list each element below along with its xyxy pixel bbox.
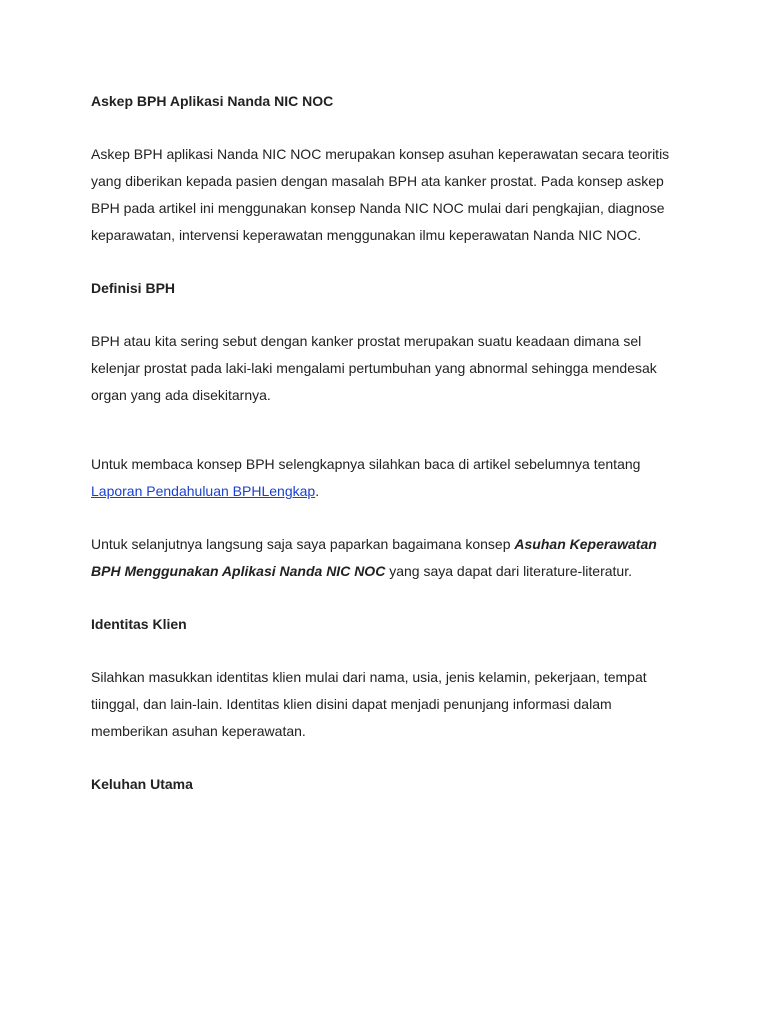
document-title: Askep BPH Aplikasi Nanda NIC NOC (91, 93, 334, 109)
read-more-end: . (315, 483, 320, 499)
identitas-paragraph: Silahkan masukkan identitas klien mulai dari nama, usia, jenis kelamin, pekerjaan, tempat tiinggal, dan lain-lain. Identitas klien disini dapat menjadi penunjang informasi dalam memberikan asuhan keperawatan. (91, 669, 647, 739)
read-more-paragraph (91, 451, 681, 505)
intro-paragraph: Askep BPH aplikasi Nanda NIC NOC merupakan konsep asuhan keperawatan secara teoritis yang diberikan kepada pasien dengan masalah BPH ata kanker prostat. Pada konsep askep BPH pada artikel ini menggunakan konsep Nanda NIC NOC mulai dari pengkajian, diagnose keparawatan, intervensi keperawatan menggunakan ilmu keperawatan Nanda NIC NOC. (91, 146, 670, 243)
next-part-paragraph (91, 531, 681, 585)
emphasis-text: Asuhan Keperawatan BPH Menggunakan Aplikasi Nanda NIC NOC (91, 536, 657, 579)
identitas-heading: Identitas Klien (91, 616, 187, 632)
definisi-paragraph: BPH atau kita sering sebut dengan kanker prostat merupakan suatu keadaan dimana sel kelenjar prostat pada laki-laki mengalami pertumbuhan yang abnormal sehingga mendesak organ yang ada disekitarnya. (91, 333, 657, 403)
definisi-heading: Definisi BPH (91, 280, 176, 296)
next-part-end: yang saya dapat dari literature-literatur. (385, 563, 633, 579)
document-content (91, 88, 681, 798)
keluhan-heading: Keluhan Utama (91, 776, 193, 792)
read-more-text: Untuk membaca konsep BPH selengkapnya silahkan baca di artikel sebelumnya tentang (91, 456, 641, 472)
laporan-pendahuluan-link[interactable]: Laporan Pendahuluan BPHLengkap (91, 483, 316, 499)
next-part-text: Untuk selanjutnya langsung saja saya paparkan bagaimana konsep (91, 536, 515, 552)
